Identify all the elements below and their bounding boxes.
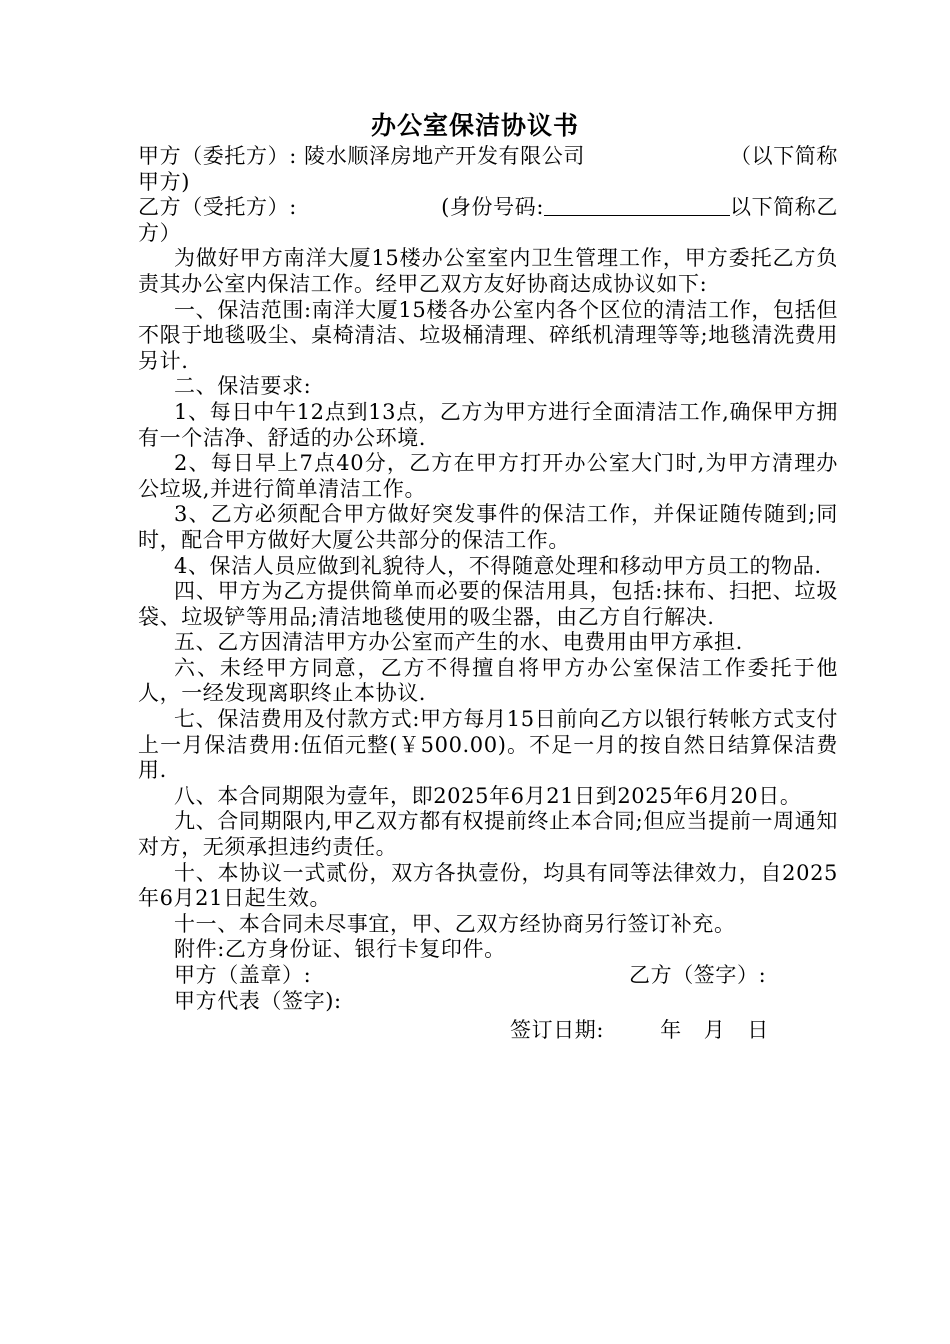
paragraph: 1、每日中午12点到13点，乙方为甲方进行全面清洁工作,确保甲方拥有一个洁净、舒适的办公环境. [138,399,838,450]
paragraph: 为做好甲方南洋大厦15楼办公室室内卫生管理工作，甲方委托乙方负责其办公室内保洁工作。经甲乙双方友好协商达成协议如下: [138,246,838,296]
party-b-id [441,195,838,221]
paragraph: 四、甲方为乙方提供简单而必要的保洁用具，包括:抹布、扫把、垃圾袋、垃圾铲等用品;清洁地毯使用的吸尘器，由乙方自行解决. [138,579,838,629]
paragraph: 3、乙方必须配合甲方做好突发事件的保洁工作，并保证随传随到;同时，配合甲方做好大厦公共部分的保洁工作。 [138,502,838,552]
document-body [138,144,838,1044]
paragraph: 九、合同期限内,甲乙双方都有权提前终止本合同;但应当提前一周通知对方，无须承担违约责任。 [138,809,838,860]
party-b-abbrev: 以下简称乙 [730,195,838,220]
paragraph: 八、本合同期限为壹年，即2025年6月21日到2025年6月20日。 [174,783,802,808]
document-title: 办公室保洁协议书 [370,111,579,140]
party-a-name: 甲方（委托方）: 陵水顺泽房地产开发有限公司 [138,144,585,168]
signature-row [138,963,838,989]
paragraph: 附件:乙方身份证、银行卡复印件。 [174,937,506,962]
party-b-abbrev-cont: 方） [138,220,182,245]
paragraph: 一、保洁范围:南洋大厦15楼各办公室内各个区位的清洁工作，包括但不限于地毯吸尘、桌椅清洁、垃圾桶清理、碎纸机清理等等;地毯清洗费用另计. [138,297,838,373]
id-number-blank [544,195,730,216]
sign-date-label: 签订日期: [510,1018,605,1043]
sign-date-row [138,1018,838,1044]
party-b-line [138,195,838,221]
year-label: 年 [660,1018,682,1043]
party-a-abbrev-cont: 甲方) [138,169,190,194]
representative-row [138,989,838,1015]
paragraph: 六、未经甲方同意，乙方不得擅自将甲方办公室保洁工作委托于他人，一经发现离职终止本协议. [138,655,838,706]
paragraph: 4、保洁人员应做到礼貌待人，不得随意处理和移动甲方员工的物品. [174,553,822,578]
party-b-label: 乙方（受托方）: [138,195,297,220]
party-a-seal-label: 甲方（盖章）: [174,963,312,987]
day-label: 日 [747,1018,769,1043]
paragraph: 五、乙方因清洁甲方办公室而产生的水、电费用由甲方承担. [174,630,743,655]
paragraph: 2、每日早上7点40分，乙方在甲方打开办公室大门时,为甲方清理办公垃圾,并进行简单清洁工作。 [138,451,838,501]
paragraph: 七、保洁费用及付款方式:甲方每月15日前向乙方以银行转帐方式支付上一月保洁费用:伍佰元整(￥500.00)。不足一月的按自然日结算保洁费用. [138,707,838,783]
party-a-line [138,144,838,170]
paragraph: 二、保洁要求: [174,374,312,399]
party-a-rep-label: 甲方代表（签字): [174,988,342,1013]
party-a-abbrev: （以下简称 [730,144,838,168]
month-label: 月 [703,1018,726,1043]
paragraph: 十、本协议一式贰份，双方各执壹份，均具有同等法律效力，自2025年6月21日起生效。 [138,860,838,911]
paragraph: 十一、本合同未尽事宜，甲、乙双方经协商另行签订补充。 [174,911,736,936]
party-b-sign-label: 乙方（签字）: [629,963,767,987]
id-number-label: (身份号码: [441,195,544,220]
